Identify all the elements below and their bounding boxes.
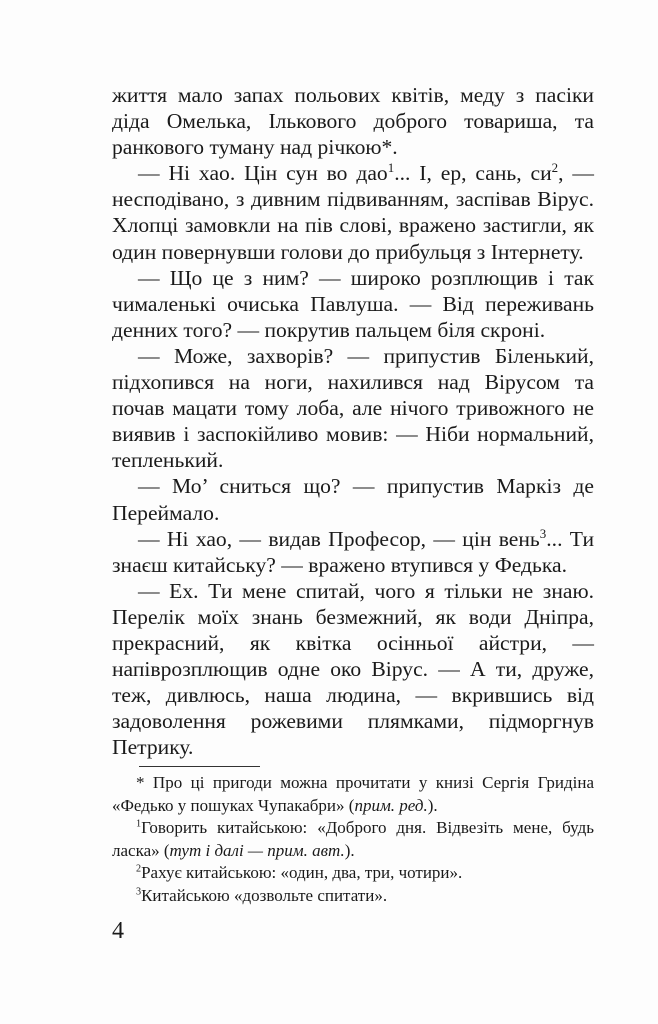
main-text: [112, 82, 594, 760]
paragraph-text: , — несподівано, з дивним підвиванням, заспівав Вірус. Хлопці замовкли на пів слові, вражено застигли, як один повернувши голови до прибульця з Інтернету.: [112, 161, 595, 264]
paragraph-text: — Ні хао, — видав Професор, — цін вень: [138, 526, 540, 551]
footnote-italic: тут і далі — прим. авт.: [169, 840, 345, 860]
footnote-ref: 3: [539, 525, 547, 541]
footnote-3: [112, 885, 594, 908]
footnote-marker: *: [136, 773, 145, 792]
footnote-ref: 2: [551, 160, 559, 176]
footnote-ref: 1: [387, 160, 395, 176]
page-number: 4: [112, 918, 124, 944]
footnote-marker: 2: [136, 863, 142, 875]
footnotes: [112, 772, 594, 907]
paragraph: — Мо’ сниться що? — припустив Маркіз де Переймало.: [112, 474, 594, 525]
footnote-2: [112, 862, 594, 885]
footnote-1: [112, 817, 594, 862]
paragraph-text: — Ні хао. Цін сун во дао: [138, 161, 388, 186]
paragraph: — Ех. Ти мене спитай, чого я тільки не знаю. Перелік моїх знань безмежний, як води Дніпра, прекрасний, як квітка осінньої айстри, — напіврозплющив одне око Вірус. — А ти, друже, теж, дивлюсь, наша людина, — вкрившись від задоволення рожевими плямками, підморгнув Петрику.: [112, 578, 594, 760]
paragraph: життя мало запах польових квітів, меду з пасіки діда Омелька, Ількового доброго товариша, та ранкового туману над річкою*.: [112, 83, 594, 160]
footnote-text: Говорить китайською: «Доброго дня. Відвезіть мене, будь ласка» (: [112, 818, 594, 860]
paragraph-text: ... Ти знаєш китайську? — вражено втупився у Федька.: [112, 526, 595, 577]
footnote-star: [112, 772, 594, 817]
footnote-marker: 3: [136, 885, 142, 897]
paragraph: [112, 160, 594, 264]
footnote-text: Китайською «дозвольте спитати».: [141, 885, 388, 905]
footnote-divider: [139, 766, 260, 767]
paragraph: [112, 526, 594, 578]
footnote-marker: 1: [136, 818, 142, 830]
footnote-italic: прим. ред.: [354, 795, 428, 815]
footnote-text: ).: [427, 795, 438, 815]
footnote-text: Рахує китайською: «один, два, три, чотири».: [141, 863, 463, 882]
footnote-text: ).: [344, 840, 355, 860]
paragraph: — Що це з ним? — широко розплющив і так чималенькі очиська Павлуша. — Від переживань денних того? — покрутив пальцем біля скроні.: [112, 265, 594, 342]
paragraph-text: ... І, ер, сань, си: [394, 161, 552, 186]
paragraph: — Може, захворів? — припустив Біленький, підхопився на ноги, нахилився над Вірусом та почав мацати тому лоба, але нічого тривожного не виявив і заспокійливо мовив: — Ніби нормальний, тепленький.: [112, 343, 594, 473]
footnote-text: Про ці пригоди можна прочитати у книзі Сергія Гридіна «Федько у пошуках Чупакабри» (: [112, 773, 594, 815]
